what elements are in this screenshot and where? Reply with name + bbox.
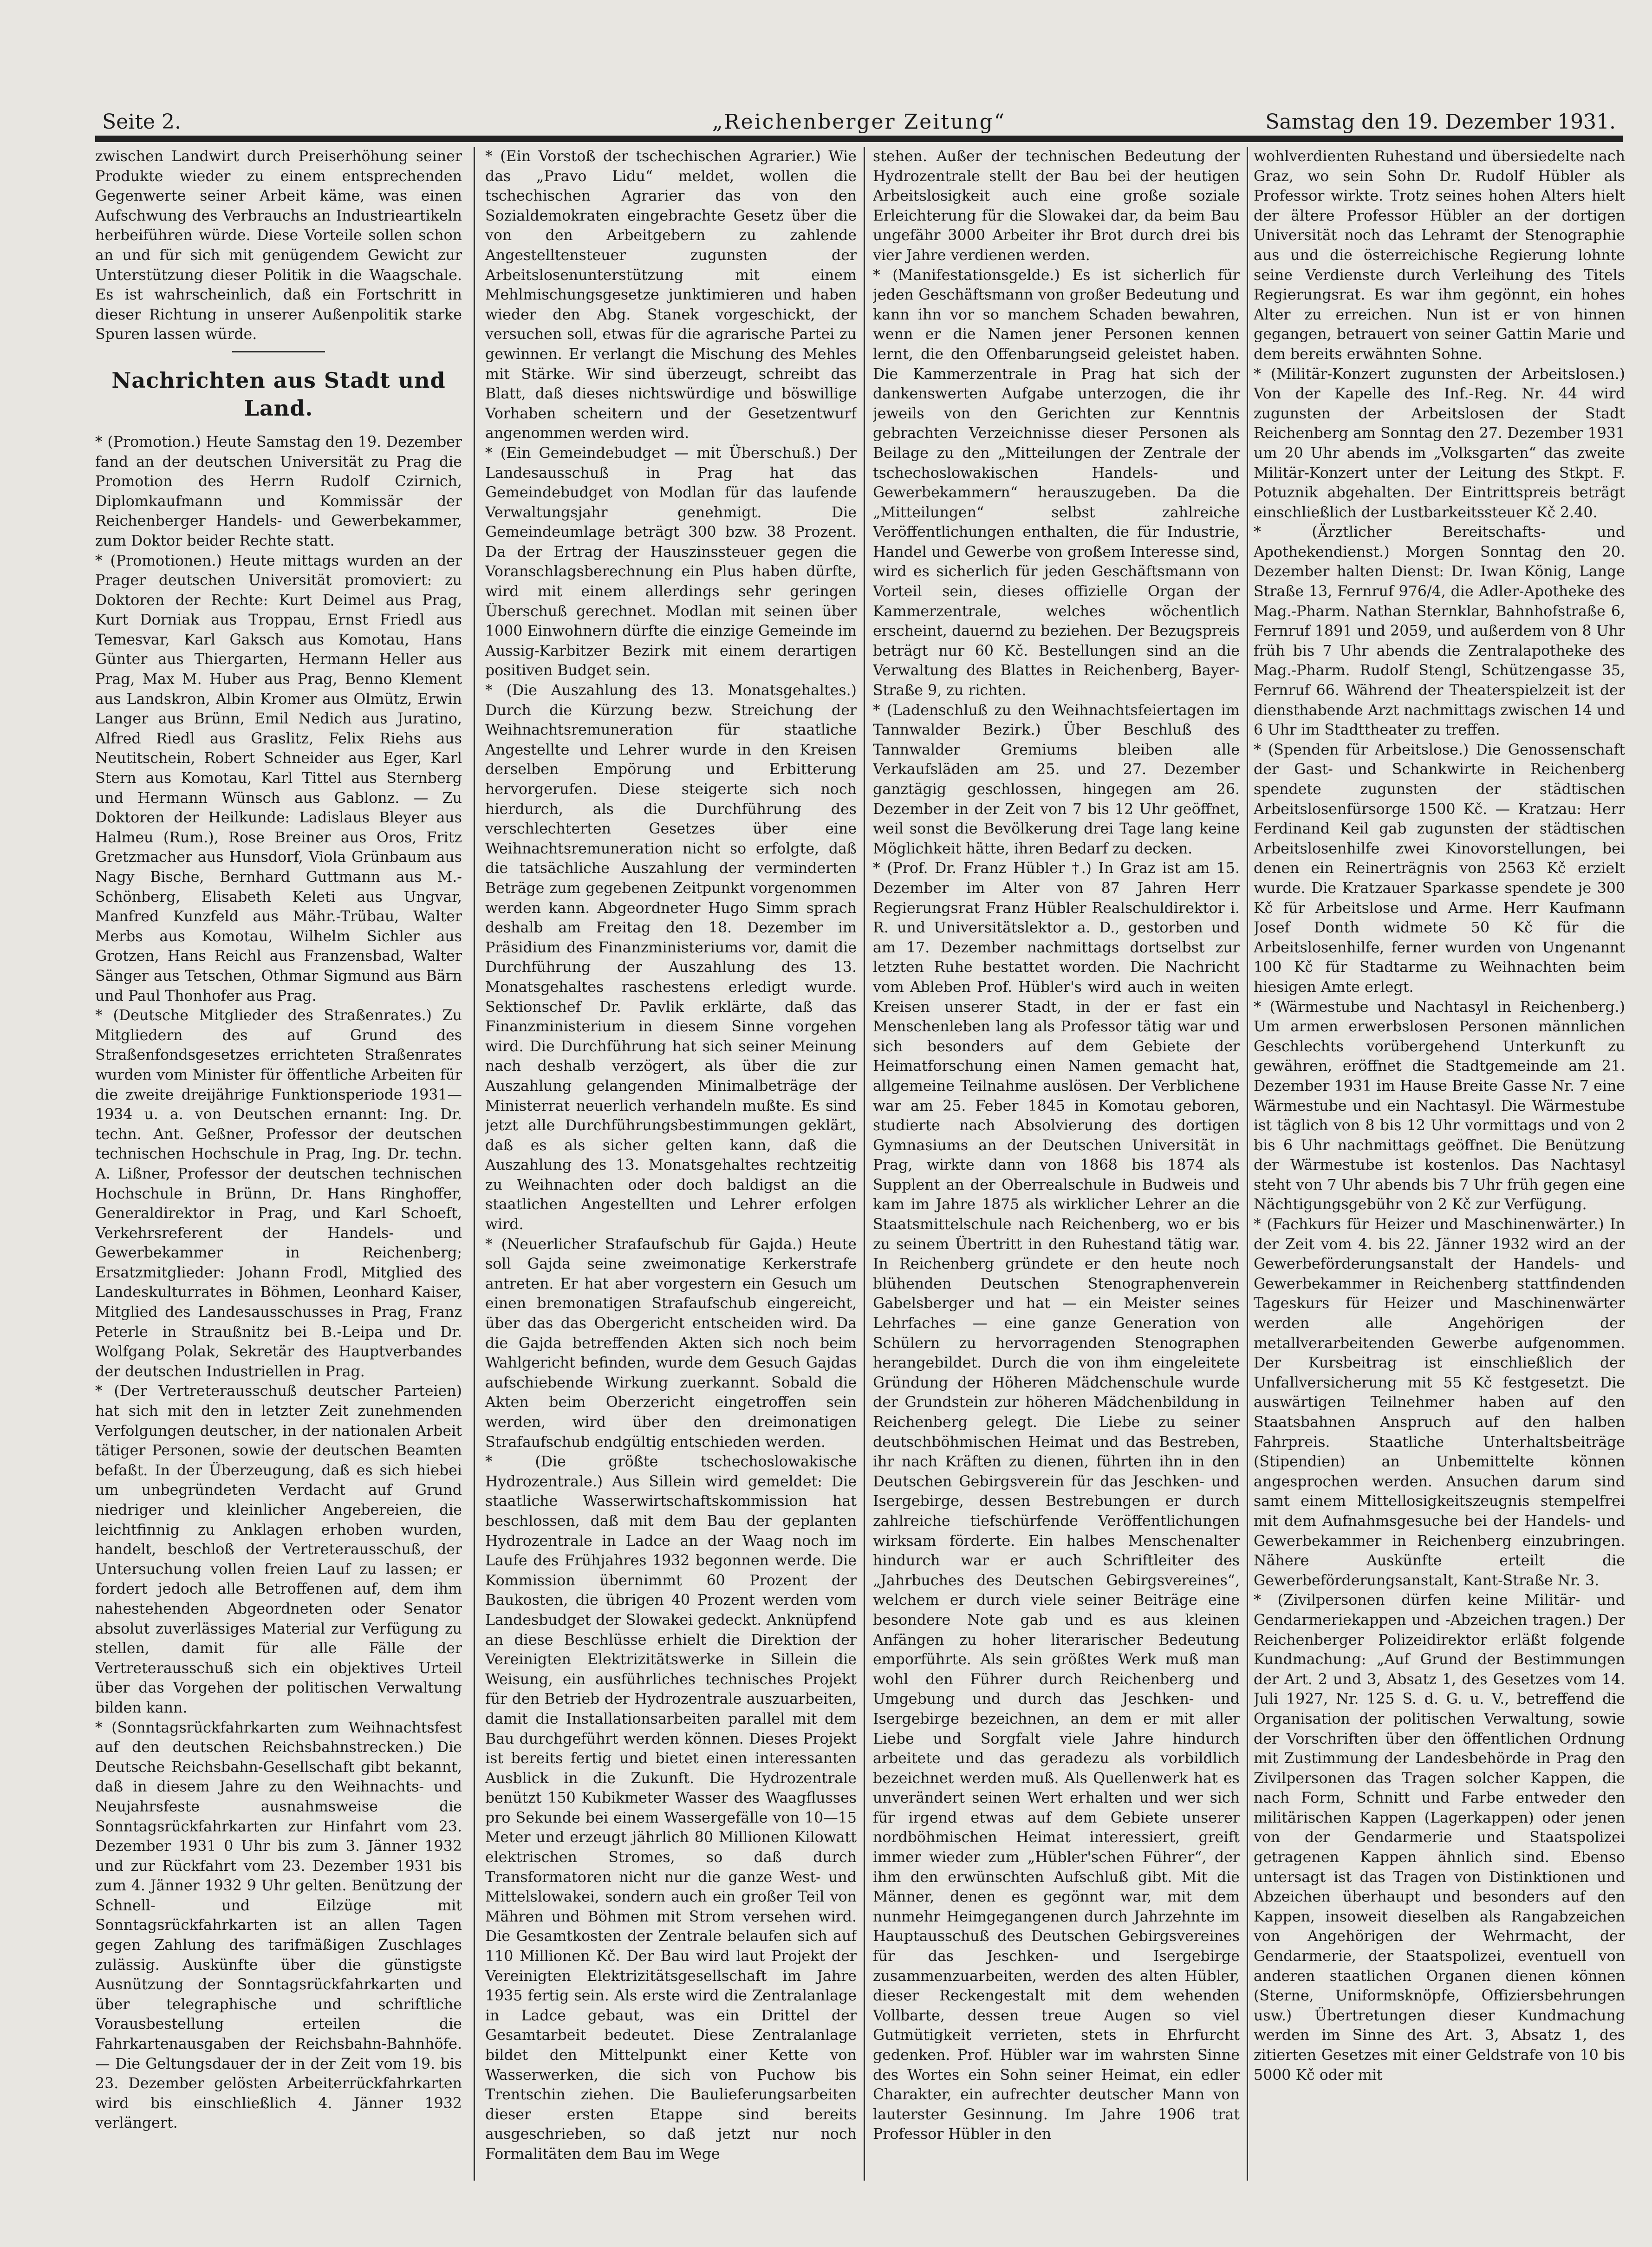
- news-item: * (Die Auszahlung des 13. Monatsgehaltes.) Durch die Kürzung bezw. Streichung der Weihnachtsremuneration für staatliche Angestellte und Lehrer wurde in den Kreisen derselben Empörung und Erbitterung hervorgerufen. Diese steigerte sich noch hierdurch, als die Durchführung des verschlechterten Gesetzes über eine Weihnachtsremuneration nicht so erfolgte, daß die tatsächliche Auszahlung der verminderten Beträge zum gegebenen Zeitpunkt vorgenommen werden kann. Abgeordneter Hugo Simm sprach deshalb am Freitag den 18. Dezember im Präsidium des Finanzministeriums vor, damit die Durchführung der Auszahlung des 13. Monatsgehaltes raschestens erledigt wurde. Sektionschef Dr. Pavlik erklärte, daß das Finanzministerium in diesem Sinne vorgehen wird. Die Durchführung hat sich seiner Meinung nach deshalb verzögert, als über die zur Auszahlung gelangenden Minimalbeträge der Ministerrat neuerlich verhandeln mußte. Es sind jetzt alle Durchführungsbestimmungen geklärt, daß es als sicher gelten kann, daß die Auszahlung des 13. Monatsgehaltes rechtzeitig zu Weihnachten oder doch baldigst an die staatlichen Angestellten und Lehrer erfolgen wird.: [485, 682, 857, 1233]
- column-divider: [864, 147, 865, 2181]
- news-item: * (Prof. Dr. Franz Hübler †.) In Graz ist am 15. Dezember im Alter von 87 Jahren Herr Regierungsrat Franz Hübler Realschuldirektor i. R. und Universitätslektor a. D., gestorben und am 17. Dezember nachmittags dortselbst zur letzten Ruhe bestattet worden. Die Nachricht vom Ableben Prof. Hübler's wird auch in weiten Kreisen unserer Stadt, in der er fast ein Menschenleben lang als Professor tätig war und sich besonders auf dem Gebiete der Heimatforschung einen Namen gemacht hat, allgemeine Teilnahme auslösen. Der Verblichene war am 25. Feber 1845 in Komotau geboren, studierte nach Absolvierung des dortigen Gymnasiums an der Deutschen Universität in Prag, wirkte dann von 1868 bis 1874 als Supplent an der Oberrealschule in Budweis und kam im Jahre 1875 als wirklicher Lehrer an die Staatsmittelschule nach Reichenberg, wo er bis zu seinem Übertritt in den Ruhestand tätig war. In Reichenberg gründete er den heute noch blühenden Deutschen Stenographenverein Gabelsberger und hat — ein Meister seines Lehrfaches — eine ganze Generation von Schülern zu hervorragenden Stenographen herangebildet. Durch die von ihm eingeleitete Gründung der Höheren Mädchenschule wurde der Grundstein zur höheren Mädchenbildung in Reichenberg gelegt. Die Liebe zu seiner deutschböhmischen Heimat und das Bestreben, ihr nach Kräften zu dienen, führten ihn in den Deutschen Gebirgsverein für das Jeschken- und Isergebirge, dessen Bestrebungen er durch zahlreiche tiefschürfende Veröffentlichungen wirksam förderte. Ein halbes Menschenalter hindurch war er auch Schriftleiter des „Jahrbuches des Deutschen Gebirgsvereines“, welchem er durch viele seiner Beiträge eine besondere Note gab und es aus kleinen Anfängen zu hoher literarischer Bedeutung emporführte. Als sein größtes Werk muß man wohl den Führer durch Reichenberg und Umgebung und durch das Jeschken- und Isergebirge bezeichnen, an dem er mit aller Liebe und Sorgfalt viele Jahre hindurch arbeitete und das geradezu als vorbildlich bezeichnet werden muß. Als Quellenwerk hat es unverändert seinen Wert erhalten und wer sich für irgend etwas auf dem Gebiete unserer nordböhmischen Heimat interessiert, greift immer wieder zum „Hübler'schen Führer“, der ihm den erwünschten Aufschluß gibt. Mit die Männer, denen es gegönnt war, mit dem nunmehr Heimgegangenen durch Jahrzehnte im Hauptausschuß des Deutschen Gebirgsvereines für das Jeschken- und Isergebirge zusammenzuarbeiten, werden des alten Hübler, dieser Reckengestalt mit dem wehenden Vollbarte, dessen treue Augen so viel Gutmütigkeit verrieten, stets in Ehrfurcht gedenken. Prof. Hübler war im wahrsten Sinne des Wortes ein Sohn seiner Heimat, ein edler Charakter, ein aufrechter deutscher Mann von lauterster Gesinnung. Im Jahre 1906 trat Professor Hübler in den: [873, 860, 1240, 2143]
- news-item: * (Manifestationsgelde.) Es ist sicherlich für jeden Geschäftsmann von großer Bedeutung und kann ihn vor so manchem Schaden bewahren, wenn er die Namen jener Personen kennen lernt, die den Offenbarungseid geleistet haben. Die Kammerzentrale in Prag hat sich der dankenswerten Aufgabe unterzogen, die ihr jeweils von den Gerichten zur Kenntnis gebrachten Verzeichnisse dieser Personen als Beilage zu den „Mitteilungen der Zentrale der tschechoslowakischen Handels- und Gewerbekammern“ herauszugeben. Da die „Mitteilungen“ selbst zahlreiche Veröffentlichungen enthalten, die für Industrie, Handel und Gewerbe von großem Interesse sind, wird es sicherlich für jeden Geschäftsmann von Vorteil sein, dieses offizielle Organ der Kammerzentrale, welches wöchentlich erscheint, dauernd zu beziehen. Der Bezugspreis beträgt nur 60 Kč. Bestellungen sind an die Verwaltung des Blattes in Reichenberg, Bayer-Straße 9, zu richten.: [873, 267, 1240, 699]
- news-item: * (Ärztlicher Bereitschafts- und Apothekendienst.) Morgen Sonntag den 20. Dezember halten Dienst: Dr. Iwan König, Lange Straße 13, Fernruf 976/4, die Adler-Apotheke des Mag.-Pharm. Nathan Sternklar, Bahnhofstraße 6, Fernruf 1891 und 2059, und außerdem von 8 Uhr früh bis 7 Uhr abends die Zentralapotheke des Mag.-Pharm. Rudolf Stengl, Schützengasse 35, Fernruf 66. Während der Theaterspielzeit ist der diensthabende Arzt nachmittags zwischen 14 und 6 Uhr im Stadttheater zu treffen.: [1254, 524, 1625, 739]
- news-item: * (Ein Gemeindebudget — mit Überschuß.) Der Landesausschuß in Prag hat das Gemeindebudget von Modlan für das laufende Verwaltungsjahr genehmigt. Die Gemeindeumlage beträgt 300 bzw. 38 Prozent. Da der Ertrag der Hauszinssteuer gegen die Voranschlagsberechnung ein Plus haben dürfte, wird mit einem allerdings sehr geringen Überschuß gerechnet. Modlan mit seinen über 1000 Einwohnern dürfte die einzige Gemeinde im Aussig-Karbitzer Bezirk mit einem derartigen positiven Budget sein.: [485, 444, 857, 679]
- section-heading: Nachrichten aus Stadt und Land.: [111, 367, 446, 421]
- column-divider: [474, 147, 475, 2181]
- news-item: * (Fachkurs für Heizer und Maschinenwärter.) In der Zeit vom 4. bis 22. Jänner 1932 wird an der Gewerbeförderungsanstalt der Handels- und Gewerbekammer in Reichenberg stattfindenden Tageskurs für Heizer und Maschinenwärter werden alle Angehörigen der metallverarbeitenden Gewerbe aufgenommen. Der Kursbeitrag ist einschließlich der Unfallversicherung mit 55 Kč festgesetzt. Die auswärtigen Teilnehmer haben auf den Staatsbahnen Anspruch auf den halben Fahrpreis. Staatliche Unterhaltsbeiträge (Stipendien) an Unbemittelte können angesprochen werden. Ansuchen darum sind samt einem Mittellosigkeitszeugnis stempelfrei mit dem Aufnahmsgesuche bei der Handels- und Gewerbekammer in Reichenberg einzubringen. Nähere Auskünfte erteilt die Gewerbeförderungsanstalt, Kant-Straße Nr. 3.: [1254, 1216, 1625, 1589]
- news-item: * (Wärmestube und Nachtasyl in Reichenberg.) Um armen erwerbslosen Personen männlichen Geschlechts vorübergehend Unterkunft zu gewähren, eröffnet die Stadtgemeinde am 21. Dezember 1931 im Hause Breite Gasse Nr. 7 eine Wärmestube und ein Nachtasyl. Die Wärmestube ist täglich von 8 bis 12 Uhr vormittags und von 2 bis 6 Uhr nachmittags geöffnet. Die Benützung der Wärmestube ist kostenlos. Das Nachtasyl steht von 7 Uhr abends bis 7 Uhr früh gegen eine Nächtigungsgebühr von 2 Kč zur Verfügung.: [1254, 998, 1625, 1213]
- news-item: * (Sonntagsrückfahrkarten zum Weihnachtsfest auf den deutschen Reichsbahnstrecken.) Die Deutsche Reichsbahn-Gesellschaft gibt bekannt, daß in diesem Jahre zu den Weihnachts- und Neujahrsfeste ausnahmsweise die Sonntagsrückfahrkarten zur Hinfahrt vom 23. Dezember 1931 0 Uhr bis zum 3. Jänner 1932 und zur Rückfahrt vom 23. Dezember 1931 bis zum 4. Jänner 1932 9 Uhr gelten. Benützung der Schnell- und Eilzüge mit Sonntagsrückfahrkarten ist an allen Tagen gegen Zahlung des tarifmäßigen Zuschlages zulässig. Auskünfte über die günstigste Ausnützung der Sonntagsrückfahrkarten und über telegraphische und schriftliche Vorausbestellung erteilen die Fahrkartenausgaben der Reichsbahn-Bahnhöfe. — Die Geltungsdauer der in der Zeit vom 19. bis 23. Dezember gelösten Arbeiterrückfahrkarten wird bis einschließlich 4. Jänner 1932 verlängert.: [95, 1719, 462, 2132]
- news-item: * (Militär-Konzert zugunsten der Arbeitslosen.) Von der Kapelle des Inf.-Reg. Nr. 44 wird zugunsten der Arbeitslosen der Stadt Reichenberg am Sonntag den 27. Dezember 1931 um 20 Uhr abends im „Volksgarten“ das zweite Militär-Konzert unter der Leitung des Stkpt. F. Potuznik abgehalten. Der Eintrittspreis beträgt einschließlich der Lustbarkeitssteuer Kč 2.40.: [1254, 365, 1625, 521]
- column-3: [873, 147, 1240, 2190]
- page-number: Seite 2.: [102, 110, 181, 134]
- column-4: [1254, 147, 1625, 2190]
- news-item: * (Spenden für Arbeitslose.) Die Genossenschaft der Gast- und Schankwirte in Reichenberg spendete zugunsten der städtischen Arbeitslosenfürsorge 1500 Kč. — Kratzau: Herr Ferdinand Keil gab zugunsten der städtischen Arbeitslosenhilfe zwei Kinovorstellungen, bei denen ein Reinerträgnis von 2563 Kč erzielt wurde. Die Kratzauer Sparkasse spendete je 300 Kč für Arbeitslose und Arme. Herr Kaufmann Josef Donth widmete 50 Kč für die Arbeitslosenhilfe, ferner wurden von Ungenannt 100 Kč für Stadtarme zu Weihnachten beim hiesigen Amte erlegt.: [1254, 741, 1625, 996]
- column-1: [95, 147, 462, 2190]
- page-header: [102, 106, 1616, 138]
- header-rule: [95, 136, 1623, 142]
- news-item: * (Neuerlicher Strafaufschub für Gajda.) Heute soll Gajda seine zweimonatige Kerkerstrafe antreten. Er hat aber vorgestern ein Gesuch um einen bremonatigen Strafaufschub eingereicht, über das das Obergericht entscheiden wird. Da die Gajda betreffenden Akten sich noch beim Wahlgericht befinden, wurde dem Gesuch Gajdas aufschiebende Wirkung zuerkannt. Sobald die Akten beim Oberzericht eingetroffen sein werden, wird über den dreimonatigen Strafaufschub endgültig entschieden werden.: [485, 1236, 857, 1451]
- news-item: * (Promotion.) Heute Samstag den 19. Dezember fand an der deutschen Universität zu Prag die Promotion des Herrn Rudolf Czirnich, Diplomkaufmann und Kommissär der Reichenberger Handels- und Gewerbekammer, zum Doktor beider Rechte statt.: [95, 433, 462, 549]
- masthead: „Reichenberger Zeitung“: [712, 110, 1006, 134]
- column-divider: [1247, 147, 1248, 2181]
- news-item: * (Ein Vorstoß der tschechischen Agrarier.) Wie das „Pravo Lidu“ meldet, wollen die tschechischen Agrarier das von den Sozialdemokraten eingebrachte Gesetz über die von den Arbeitgebern zu zahlende Angestelltensteuer zugunsten der Arbeitslosenunterstützung mit einem Mehlmischungsgesetze junktimieren und haben wieder den Abg. Stanek vorgeschickt, der versuchen soll, etwas für die agrarische Partei zu gewinnen. Er verlangt die Mischung des Mehles mit Stärke. Wir sind überzeugt, schreibt das Blatt, daß dieses nichtswürdige und böswillige Vorhaben scheitern und der Gesetzentwurf angenommen werden wird.: [485, 148, 857, 442]
- news-item: * (Deutsche Mitglieder des Straßenrates.) Zu Mitgliedern des auf Grund des Straßenfondsgesetzes errichteten Straßenrates wurden vom Minister für öffentliche Arbeiten für die zweite dreijährige Funktionsperiode 1931—1934 u. a. von Deutschen ernannt: Ing. Dr. techn. Ant. Geßner, Professor der deutschen technischen Hochschule in Prag, Ing. Dr. techn. A. Lißner, Professor der deutschen technischen Hochschule in Brünn, Dr. Hans Ringhoffer, Generaldirektor in Prag, und Karl Schoeft, Verkehrsreferent der Handels- und Gewerbekammer in Reichenberg; Ersatzmitglieder: Johann Frodl, Mitglied des Landeskulturrates in Böhmen, Leonhard Kaiser, Mitglied des Landesausschusses in Prag, Franz Peterle in Straußnitz bei B.-Leipa und Dr. Wolfgang Polak, Sekretär des Hauptverbandes der deutschen Industriellen in Prag.: [95, 1007, 462, 1380]
- news-item: * (Ladenschluß zu den Weihnachtsfeiertagen im Tannwalder Bezirk.) Über Beschluß des Tannwalder Gremiums bleiben alle Verkaufsläden am 25. und 27. Dezember ganztägig geschlossen, hingegen am 26. Dezember in der Zeit von 7 bis 12 Uhr geöffnet, weil sonst die Bevölkerung drei Tage lang keine Möglichkeit hätte, ihren Bedarf zu decken.: [873, 702, 1240, 857]
- news-item: stehen. Außer der technischen Bedeutung der Hydrozentrale stellt der Bau bei der heutigen Arbeitslosigkeit auch eine große soziale Erleichterung für die Slowakei dar, da beim Bau ungefähr 3000 Arbeiter ihr Brot durch drei bis vier Jahre verdienen werden.: [873, 148, 1240, 264]
- issue-date: Samstag den 19. Dezember 1931.: [1265, 110, 1616, 134]
- column-2: [485, 147, 857, 2190]
- news-item: * (Der Vertreterausschuß deutscher Parteien) hat sich mit den in letzter Zeit zunehmenden Verfolgungen deutscher, in der nationalen Arbeit tätiger Personen, sowie der deutschen Beamten befaßt. In der Überzeugung, daß es sich hiebei um unbegründeten Verdacht auf Grund niedriger und kleinlicher Angebereien, die leichtfinnig zu Anklagen erhoben wurden, handelt, beschloß der Vertreterausschuß, der Untersuchung vollen freien Lauf zu lassen; er fordert jedoch alle Betroffenen auf, dem ihm nahestehenden Abgeordneten oder Senator absolut zuverlässiges Material zur Verfügung zu stellen, damit für alle Fälle der Vertreterausschuß sich ein objektives Urteil über das Vorgehen der politischen Verwaltung bilden kann.: [95, 1383, 462, 1716]
- section-divider: [232, 351, 325, 352]
- news-item: * (Promotionen.) Heute mittags wurden an der Prager deutschen Universität promoviert: zu Doktoren der Rechte: Kurt Deimel aus Prag, Kurt Dorniak aus Troppau, Ernst Friedl aus Temesvar, Karl Gaksch aus Komotau, Hans Günter aus Thiergarten, Hermann Heller aus Prag, Max M. Huber aus Prag, Benno Klement aus Landskron, Albin Kromer aus Olmütz, Erwin Langer aus Brünn, Emil Nedich aus Juratino, Alfred Riedl aus Graslitz, Felix Riehs aus Neutitschein, Robert Schneider aus Eger, Karl Stern aus Komotau, Karl Tittel aus Sternberg und Hermann Wünsch aus Gablonz. — Zu Doktoren der Heilkunde: Ladislaus Bleyer aus Halmeu (Rum.), Rose Breiner aus Oros, Fritz Gretzmacher aus Hunsdorf, Viola Grünbaum aus Nagy Bische, Bernhard Guttmann aus M.-Schönberg, Elisabeth Keleti aus Ungvar, Manfred Kunzfeld aus Mähr.-Trübau, Walter Merbs aus Komotau, Wilhelm Sichler aus Grotzen, Hans Reichl aus Franzensbad, Walter Sänger aus Tetschen, Othmar Sigmund aus Bärn und Paul Thonhofer aus Prag.: [95, 552, 462, 1004]
- news-item: wohlverdienten Ruhestand und übersiedelte nach Graz, wo sein Sohn Dr. Rudolf Hübler als Professor wirkte. Trotz seines hohen Alters hielt der ältere Professor Hübler an der dortigen Universität noch das Lehramt der Stenographie aus und die österreichische Regierung lohnte seine Verdienste durch Verleihung des Titels Regierungsrat. Es war ihm gegönnt, ein hohes Alter zu erreichen. Nun ist er von hinnen gegangen, betrauert von seiner Gattin Marie und dem bereits erwähnten Sohne.: [1254, 148, 1625, 363]
- news-item: * (Die größte tschechoslowakische Hydrozentrale.) Aus Sillein wird gemeldet: Die staatliche Wasserwirtschaftskommission hat beschlossen, daß mit dem Bau der geplanten Hydrozentrale in Ladce an der Waag noch im Laufe des Frühjahres 1932 begonnen werde. Die Kommission übernimmt 60 Prozent der Baukosten, die übrigen 40 Prozent werden vom Landesbudget der Slowakei gedeckt. Anknüpfend an diese Beschlüsse erhielt die Direktion der Vereinigten Elektrizitätswerke in Sillein die Weisung, ein ausführliches technisches Projekt für den Betrieb der Hydrozentrale auszuarbeiten, damit die Installationsarbeiten parallel mit dem Bau durchgeführt werden können. Dieses Projekt ist bereits fertig und bietet einen interessanten Ausblick in die Zukunft. Die Hydrozentrale benützt 150 Kubikmeter Wasser des Waagflusses pro Sekunde bei einem Wassergefälle von 10—15 Meter und erzeugt jährlich 80 Millionen Kilowatt elektrischen Stromes, so daß durch Transformatoren nicht nur die ganze West- und Mittelslowakei, sondern auch ein großer Teil von Mähren und Böhmen mit Strom versehen wird. Die Gesamtkosten der Zentrale belaufen sich auf 110 Millionen Kč. Der Bau wird laut Projekt der Vereinigten Elektrizitätsgesellschaft im Jahre 1935 fertig sein. Als erste wird die Zentralanlage in Ladce gebaut, was ein Drittel der Gesamtarbeit bedeutet. Diese Zentralanlage bildet den Mittelpunkt einer Kette von Wasserwerken, die sich von Puchow bis Trentschin ziehen. Die Baulieferungsarbeiten dieser ersten Etappe sind bereits ausgeschrieben, so daß jetzt nur noch Formalitäten dem Bau im Wege: [485, 1453, 857, 2162]
- news-item: * (Zivilpersonen dürfen keine Militär- und Gendarmeriekappen und -Abzeichen tragen.) Der Reichenberger Polizeidirektor erläßt folgende Kundmachung: „Auf Grund der Bestimmungen der Art. 2 und 3, Absatz 1, des Gesetzes vom 14. Juli 1927, Nr. 125 S. d. G. u. V., betreffend die Organisation der politischen Verwaltung, sowie der Vorschriften über den öffentlichen Ordnung mit Zustimmung der Landesbehörde in Prag den Zivilpersonen das Tragen solcher Kappen, die nach Form, Schnitt und Farbe entweder den militärischen Kappen (Lagerkappen) oder jenen von der Gendarmerie und Staatspolizei getragenen Kappen ähnlich sind. Ebenso untersagt ist das Tragen von Distinktionen und Abzeichen überhaupt und besonders auf den Kappen, insoweit dieselben als Rangabzeichen von Angehörigen der Wehrmacht, der Gendarmerie, der Staatspolizei, eventuell von anderen staatlichen Organen dienen können (Sterne, Uniformsknöpfe, Offiziersbehrungen usw.) Übertretungen dieser Kundmachung werden im Sinne des Art. 3, Absatz 1, des zitierten Gesetzes mit einer Geldstrafe von 10 bis 5000 Kč oder mit: [1254, 1592, 1625, 2084]
- article-continuation: zwischen Landwirt durch Preiserhöhung seiner Produkte wieder zu einem entsprechenden Gegenwerte seiner Arbeit käme, was einen Aufschwung des Verbrauchs an Industrieartikeln herbeiführen würde. Diese Vorteile sollen schon an und für sich mit genügendem Gewicht zur Unterstützung dieser Politik in die Waagschale. Es ist wahrscheinlich, daß ein Fortschritt in dieser Richtung in unserer Außenpolitik starke Spuren lassen würde.: [95, 148, 462, 343]
